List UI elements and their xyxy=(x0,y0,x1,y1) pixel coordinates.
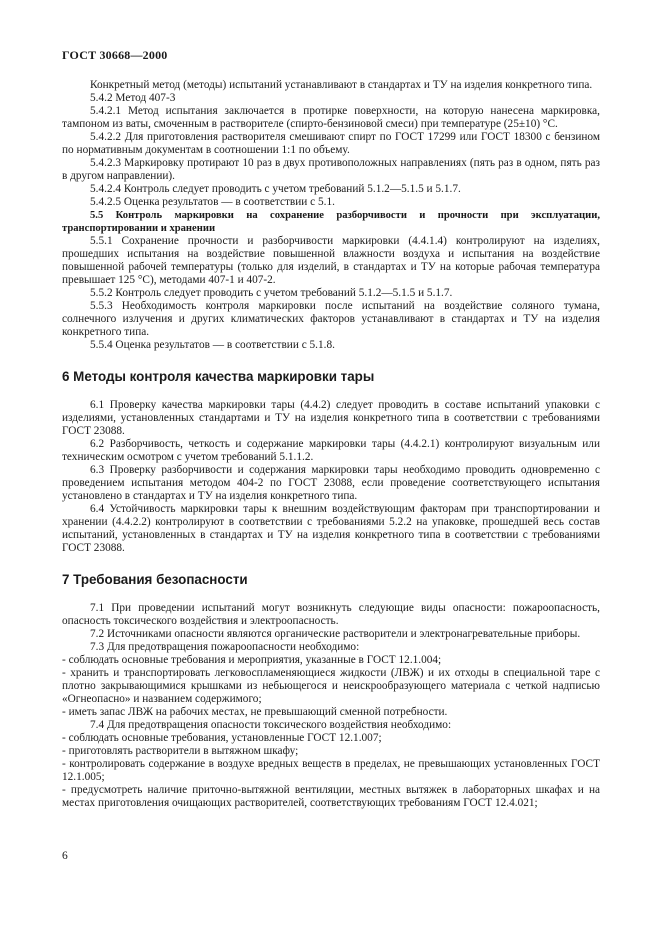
list-item: - контролировать содержание в воздухе вредных веществ в пределах, не превышающих установленных ГОСТ 12.1.005; xyxy=(62,758,600,783)
list-item: - хранить и транспортировать легковоспламеняющиеся жидкости (ЛВЖ) и их отходы в специальной таре с плотно закрывающимися крышками из небьющегося и неискрообразующего материала с четкой надписью «Огнеопасно» и названием содержимого; xyxy=(62,667,600,705)
section-heading-7: 7 Требования безопасности xyxy=(62,572,248,587)
paragraph: 5.4.2.2 Для приготовления растворителя смешивают спирт по ГОСТ 17299 или ГОСТ 18300 с бензином по нормативным документам в соотношении 1:1 по объему. xyxy=(62,131,600,156)
running-header: ГОСТ 30668—2000 xyxy=(62,48,168,62)
paragraph: 7.1 При проведении испытаний могут возникнуть следующие виды опасности: пожароопасность, опасность токсического воздействия и электроопасность. xyxy=(62,602,600,627)
subsection-title: 5.5 Контроль маркировки на сохранение разборчивости и прочности при эксплуатации, транспортировании и хранении xyxy=(62,210,600,234)
paragraph: 5.5.3 Необходимость контроля маркировки после испытаний на воздействие соляного тумана, солнечного излучения и других климатических факторов устанавливают в стандартах и ТУ на изделия конкретного типа. xyxy=(62,300,600,338)
paragraph: 6.1 Проверку качества маркировки тары (4.4.2) следует проводить в составе испытаний упаковки с изделиями, установленных стандартами и ТУ на изделия конкретного типа в соответствии с требованиями ГОСТ 23088. xyxy=(62,399,600,437)
paragraph: Конкретный метод (методы) испытаний устанавливают в стандартах и ТУ на изделия конкретного типа. xyxy=(90,79,593,91)
paragraph: 5.4.2.1 Метод испытания заключается в протирке поверхности, на которую нанесена маркировка, тампоном из ваты, смоченным в растворителе (спирто-бензиновой смеси) при температуре (25±10) °С. xyxy=(62,105,600,130)
paragraph: 5.4.2.5 Оценка результатов — в соответствии с 5.1. xyxy=(90,196,335,208)
list-item: - предусмотреть наличие приточно-вытяжной вентиляции, местных вытяжек в лабораторных шкафах и на местах приготовления очищающих растворителей, соответствующих требованиям ГОСТ 12.4.021; xyxy=(62,784,600,809)
paragraph: 7.4 Для предотвращения опасности токсического воздействия необходимо: xyxy=(90,719,452,731)
paragraph: 7.3 Для предотвращения пожароопасности необходимо: xyxy=(90,641,360,653)
paragraph: 5.4.2 Метод 407-3 xyxy=(90,92,176,104)
page-number: 6 xyxy=(62,850,68,862)
paragraph: 5.4.2.3 Маркировку протирают 10 раз в двух противоположных направлениях (пять раз в одном, пять раз в другом направлении). xyxy=(62,157,600,182)
list-item: - соблюдать основные требования и мероприятия, указанные в ГОСТ 12.1.004; xyxy=(62,654,442,666)
section-heading-6: 6 Методы контроля качества маркировки тары xyxy=(62,369,375,384)
list-item: - приготовлять растворители в вытяжном шкафу; xyxy=(62,745,299,757)
paragraph: 6.4 Устойчивость маркировки тары к внешним воздействующим факторам при транспортировании и хранении (4.4.2.2) контролируют в соответствии с требованиями 5.2.2 на упаковке, прошедшей весь состав испытаний, установленных в стандартах и ТУ на изделия конкретного типа в соответствии с требованиями ГОСТ 23088. xyxy=(62,503,600,554)
paragraph: 5.5.4 Оценка результатов — в соответствии с 5.1.8. xyxy=(90,339,335,351)
paragraph: 6.2 Разборчивость, четкость и содержание маркировки тары (4.4.2.1) контролируют визуальным или техническим осмотром с учетом требований 5.1.1.2. xyxy=(62,438,600,463)
page-body xyxy=(62,79,600,810)
paragraph: 5.5.2 Контроль следует проводить с учетом требований 5.1.2—5.1.5 и 5.1.7. xyxy=(90,287,453,299)
paragraph: 5.5.1 Сохранение прочности и разборчивости маркировки (4.4.1.4) контролируют на изделиях, прошедших испытания на воздействие повышенной влажности воздуха и испытания на воздействие повышенной рабочей температуры (только для изделий, в стандартах и ТУ на которые рабочая температура превышает 125 °С), методами 407-1 и 407-2. xyxy=(62,235,600,286)
paragraph: 6.3 Проверку разборчивости и содержания маркировки тары необходимо проводить одновременно с проведением испытания методом 404-2 по ГОСТ 23088, если проведение соответствующего испытания установлено в стандартах и ТУ на изделия конкретного типа. xyxy=(62,464,600,502)
paragraph: 5.4.2.4 Контроль следует проводить с учетом требований 5.1.2—5.1.5 и 5.1.7. xyxy=(90,183,461,195)
list-item: - иметь запас ЛВЖ на рабочих местах, не превышающий сменной потребности. xyxy=(62,706,448,718)
list-item: - соблюдать основные требования, установленные ГОСТ 12.1.007; xyxy=(62,732,382,744)
paragraph: 7.2 Источниками опасности являются органические растворители и электронагревательные приборы. xyxy=(90,628,581,640)
